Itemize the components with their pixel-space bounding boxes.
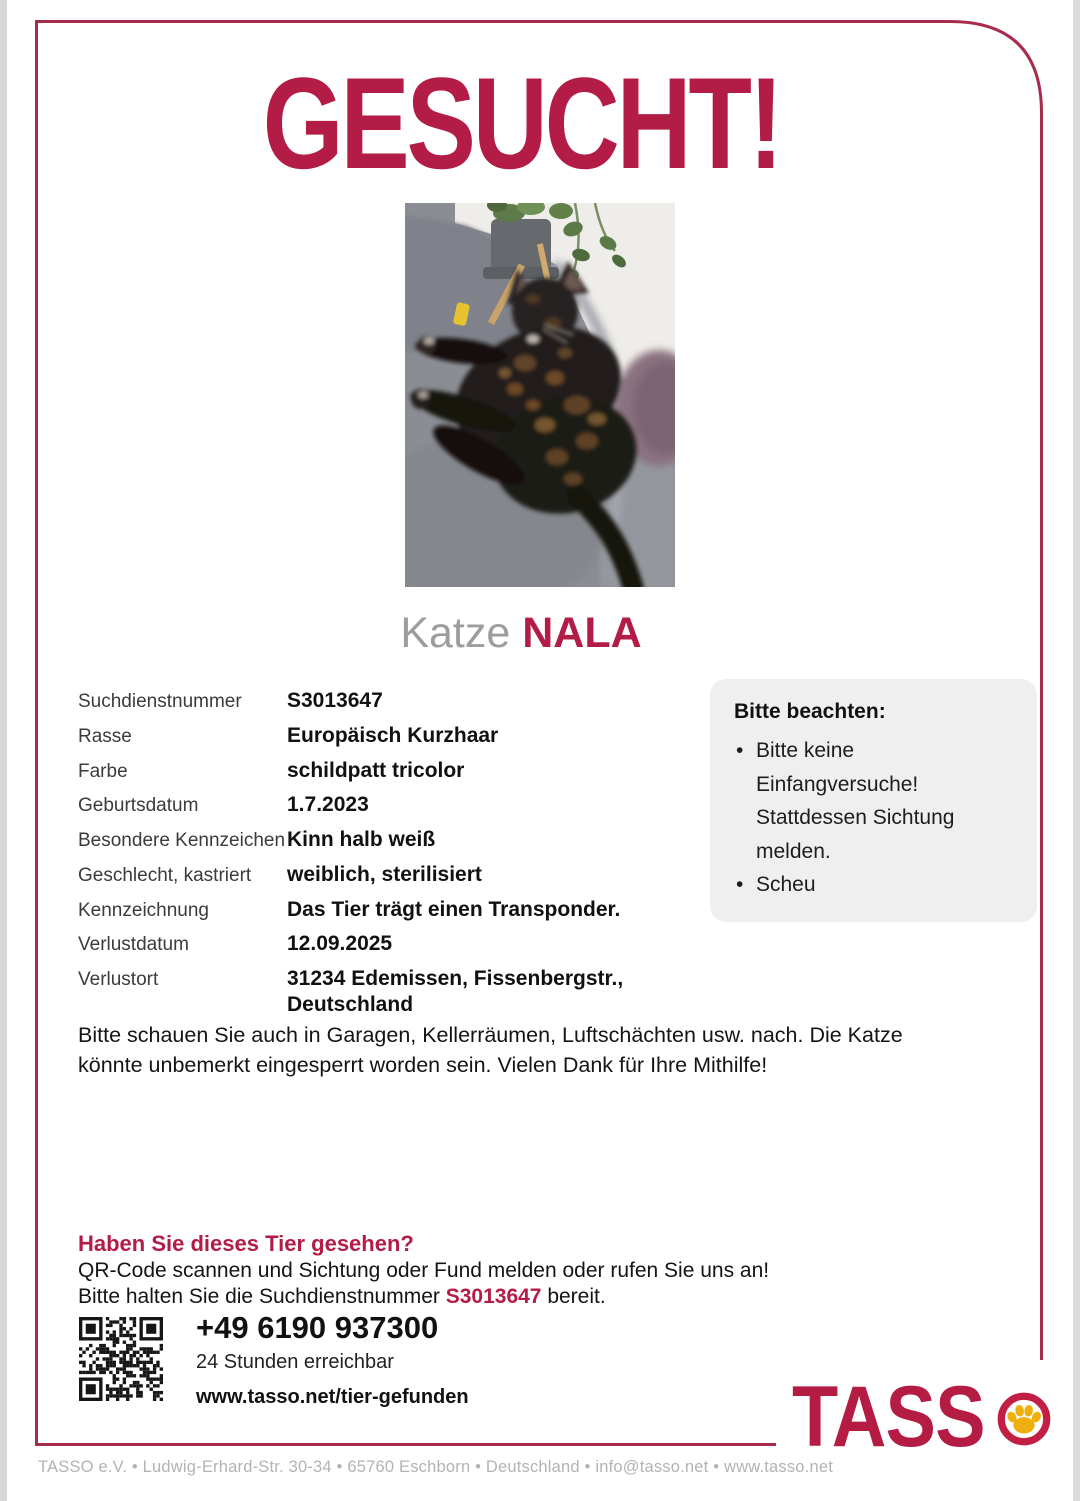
tasso-logo-letters: TASS	[792, 1369, 985, 1465]
detail-label: Rasse	[78, 725, 132, 747]
detail-value: 12.09.2025	[287, 932, 393, 956]
qr-code-icon	[79, 1317, 163, 1401]
detail-label: Suchdienstnummer	[78, 691, 242, 712]
detail-value: 1.7.2023	[287, 793, 369, 817]
sighting-heading: Haben Sie dieses Tier gesehen?	[78, 1231, 414, 1256]
detail-row	[78, 688, 678, 714]
viewer-edge-right	[1073, 0, 1080, 1501]
sighting-number-suffix: bereit.	[541, 1285, 606, 1308]
detail-value: schildpatt tricolor	[287, 758, 465, 782]
detail-row	[78, 966, 678, 1017]
detail-value: S3013647	[287, 689, 383, 712]
notice-list	[734, 734, 1013, 902]
pet-species-label: Katze	[400, 609, 511, 657]
detail-value: Europäisch Kurzhaar	[287, 723, 499, 747]
detail-label: Besondere Kennzeichen	[78, 830, 286, 851]
report-url: www.tasso.net/tier-gefunden	[196, 1386, 469, 1408]
detail-value: Das Tier trägt einen Transponder.	[287, 897, 621, 921]
detail-row	[78, 827, 678, 853]
availability-note: 24 Stunden erreichbar	[196, 1351, 394, 1373]
detail-label: Verlustort	[78, 969, 159, 990]
viewer-edge-left	[0, 0, 7, 1501]
detail-row	[78, 897, 678, 923]
pet-name: NALA	[522, 609, 642, 657]
notice-heading: Bitte beachten:	[734, 700, 886, 723]
pet-title	[0, 608, 1042, 660]
details-table	[78, 688, 678, 1026]
sighting-instructions: QR-Code scannen und Sichtung oder Fund melden oder rufen Sie uns an!	[78, 1259, 770, 1282]
page-title: GESUCHT!	[262, 50, 780, 196]
notice-box	[710, 679, 1037, 922]
sighting-number-line	[78, 1285, 606, 1309]
detail-row	[78, 758, 678, 784]
notice-item: • Scheu	[734, 868, 1013, 902]
sighting-number-prefix: Bitte halten Sie die Suchdienstnummer	[78, 1285, 446, 1308]
detail-label: Geburtsdatum	[78, 795, 199, 817]
detail-row	[78, 931, 678, 957]
detail-value: weiblich, sterilisiert	[287, 862, 482, 886]
detail-label: Verlustdatum	[78, 934, 189, 956]
notice-item: • Bitte keine Einfangversuche! Stattdessen Sichtung melden.	[734, 734, 1013, 868]
detail-value: 31234 Edemissen, Fissenbergstr., Deutschland	[287, 967, 624, 1016]
pet-photo	[405, 203, 675, 587]
detail-row	[78, 723, 678, 749]
detail-row	[78, 792, 678, 818]
detail-label: Farbe	[78, 760, 128, 782]
paw-icon	[995, 1390, 1053, 1448]
detail-label: Geschlecht, kastriert	[78, 864, 252, 886]
tasso-logo	[792, 1369, 1053, 1465]
phone-number: +49 6190 937300	[196, 1310, 439, 1345]
info-paragraph: Bitte schauen Sie auch in Garagen, Kellerräumen, Luftschächten usw. nach. Die Katze könnte unbemerkt eingesperrt worden sein. Vielen Dank für Ihre Mithilfe!	[78, 1023, 903, 1077]
detail-row	[78, 862, 678, 888]
search-service-number: S3013647	[445, 1285, 542, 1308]
detail-value: Kinn halb weiß	[287, 828, 436, 851]
footer-contact-line: TASSO e.V. • Ludwig-Erhard-Str. 30-34 • 65760 Eschborn • Deutschland • info@tasso.net • www.tasso.net	[38, 1458, 833, 1476]
detail-label: Kennzeichnung	[78, 899, 209, 921]
